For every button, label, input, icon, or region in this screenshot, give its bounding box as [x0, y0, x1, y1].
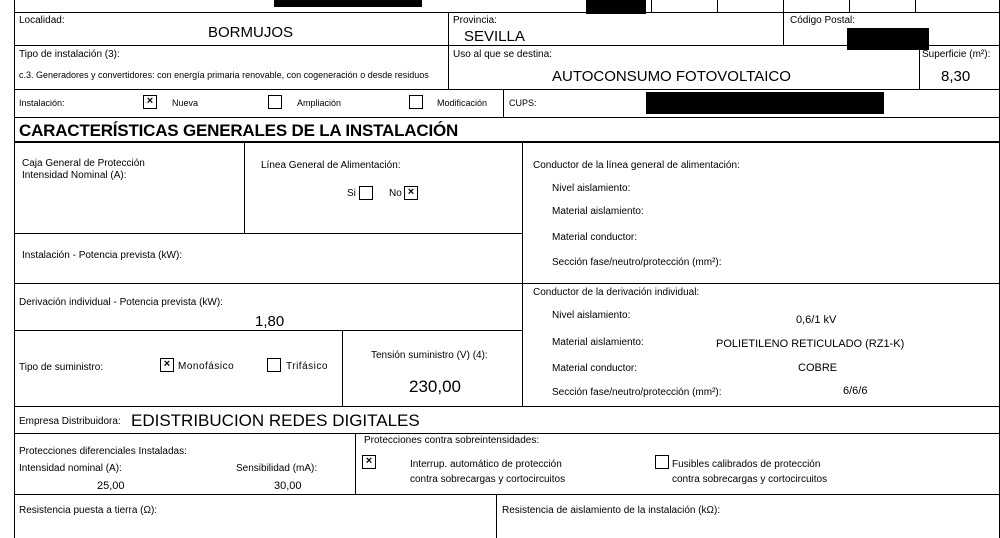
di-material-aislamiento-value: POLIETILENO RETICULADO (RZ1-K) — [716, 338, 905, 350]
fusibles-label-2: contra sobrecargas y cortocircuitos — [672, 474, 828, 485]
row-line — [14, 494, 1000, 495]
col-line — [717, 0, 718, 12]
di-nivel-value: 0,6/1 kV — [796, 314, 837, 326]
tipo-instalacion-value: c.3. Generadores y convertidores: con energía primaria renovable, con cogeneración o desde residuos — [19, 70, 429, 80]
uso-value: AUTOCONSUMO FOTOVOLTAICO — [552, 68, 791, 85]
redacted-block — [274, 0, 422, 7]
di-material-aislamiento-label: Material aislamiento: — [552, 337, 644, 348]
di-seccion-value: 6/6/6 — [843, 385, 868, 397]
resistencia-aislamiento-label: Resistencia de aislamiento de la instalación (kΩ): — [502, 505, 721, 516]
col-line — [915, 0, 916, 12]
lga-no-checkbox[interactable]: × — [404, 186, 418, 200]
superficie-value: 8,30 — [941, 68, 971, 85]
col-line — [355, 433, 356, 494]
codigo-postal-label: Código Postal: — [790, 15, 856, 26]
tension-label: Tensión suministro (V) (4): — [371, 350, 488, 361]
trifasico-checkbox[interactable] — [267, 358, 281, 372]
derivacion-value: 1,80 — [255, 313, 285, 330]
col-line — [651, 0, 652, 12]
row-line — [14, 141, 1000, 143]
potencia-prevista-label: Instalación - Potencia prevista (kW): — [22, 250, 183, 261]
nueva-checkbox[interactable]: × — [143, 95, 157, 109]
superficie-label: Superficie (m²): — [922, 49, 991, 60]
col-line — [448, 12, 449, 45]
col-line — [503, 89, 504, 117]
cups-label: CUPS: — [509, 98, 537, 108]
di-nivel-label: Nivel aislamiento: — [552, 310, 631, 321]
redacted-block — [586, 0, 646, 14]
conductor-di-title: Conductor de la derivación individual: — [533, 287, 700, 298]
row-line — [14, 330, 522, 331]
suministro-label: Tipo de suministro: — [19, 362, 104, 373]
left-border — [14, 0, 15, 538]
interruptor-checkbox[interactable]: × — [362, 455, 376, 469]
lga-material-conductor-label: Material conductor: — [552, 232, 638, 243]
cgp-intensidad-label: Intensidad Nominal (A): — [22, 170, 127, 181]
diferenciales-intensidad-value: 25,00 — [97, 480, 125, 492]
resistencia-tierra-label: Resistencia puesta a tierra (Ω): — [19, 505, 158, 516]
nueva-label: Nueva — [172, 98, 199, 108]
fusibles-label-1: Fusibles calibrados de protección — [672, 459, 821, 470]
lga-seccion-label: Sección fase/neutro/protección (mm²): — [552, 257, 722, 268]
provincia-label: Provincia: — [453, 15, 497, 26]
modificacion-label: Modificación — [437, 98, 488, 108]
lga-material-aislamiento-label: Material aislamiento: — [552, 206, 644, 217]
row-line — [14, 433, 1000, 434]
lga-nivel-label: Nivel aislamiento: — [552, 183, 631, 194]
empresa-label: Empresa Distribuidora: — [19, 416, 121, 427]
uso-label: Uso al que se destina: — [453, 49, 552, 60]
row-line — [14, 406, 1000, 407]
row-line — [14, 117, 1000, 118]
tipo-instalacion-label: Tipo de instalación (3): — [19, 49, 120, 60]
di-seccion-label: Sección fase/neutro/protección (mm²): — [552, 387, 722, 398]
localidad-label: Localidad: — [19, 15, 65, 26]
lga-label: Línea General de Alimentación: — [261, 160, 401, 171]
row-line — [14, 89, 1000, 90]
diferenciales-title: Protecciones diferenciales Instaladas: — [19, 446, 187, 457]
col-line — [448, 45, 449, 89]
modificacion-checkbox[interactable] — [409, 95, 423, 109]
conductor-lga-title: Conductor de la línea general de alimentación: — [533, 160, 740, 171]
ampliacion-label: Ampliación — [297, 98, 342, 108]
cgp-label: Caja General de Protección — [22, 158, 145, 169]
col-line — [522, 141, 523, 406]
empresa-value: EDISTRIBUCION REDES DIGITALES — [131, 411, 420, 430]
monofasico-label: Monofásico — [178, 361, 235, 372]
lga-si-label: Si — [347, 188, 356, 199]
fusibles-checkbox[interactable] — [655, 455, 669, 469]
ampliacion-checkbox[interactable] — [268, 95, 282, 109]
section-title: CARACTERÍSTICAS GENERALES DE LA INSTALACIÓN — [19, 121, 459, 140]
lga-no-label: No — [389, 188, 402, 199]
redacted-block — [847, 28, 929, 50]
redacted-block — [646, 92, 884, 114]
col-line — [919, 45, 920, 89]
monofasico-checkbox[interactable]: × — [160, 358, 174, 372]
diferenciales-intensidad-label: Intensidad nominal (A): — [19, 463, 122, 474]
sobreintensidades-title: Protecciones contra sobreintensidades: — [364, 435, 540, 446]
row-line — [14, 12, 1000, 13]
diferenciales-sensibilidad-label: Sensibilidad (mA): — [236, 463, 318, 474]
tension-value: 230,00 — [409, 377, 461, 396]
col-line — [496, 494, 497, 538]
row-line — [14, 233, 522, 234]
diferenciales-sensibilidad-value: 30,00 — [274, 480, 302, 492]
di-material-conductor-value: COBRE — [798, 362, 838, 374]
lga-si-checkbox[interactable] — [359, 186, 373, 200]
col-line — [849, 0, 850, 12]
localidad-value: BORMUJOS — [208, 24, 294, 41]
provincia-value: SEVILLA — [464, 28, 525, 45]
col-line — [783, 12, 784, 45]
trifasico-label: Trifásico — [286, 361, 328, 372]
col-line — [342, 330, 343, 406]
di-material-conductor-label: Material conductor: — [552, 363, 638, 374]
col-line — [783, 0, 784, 12]
row-line — [14, 283, 1000, 284]
col-line — [244, 141, 245, 233]
derivacion-label: Derivación individual - Potencia prevista (kW): — [19, 297, 223, 308]
instalacion-label: Instalación: — [19, 98, 65, 108]
interruptor-label-1: Interrup. automático de protección — [410, 459, 562, 470]
interruptor-label-2: contra sobrecargas y cortocircuitos — [410, 474, 566, 485]
